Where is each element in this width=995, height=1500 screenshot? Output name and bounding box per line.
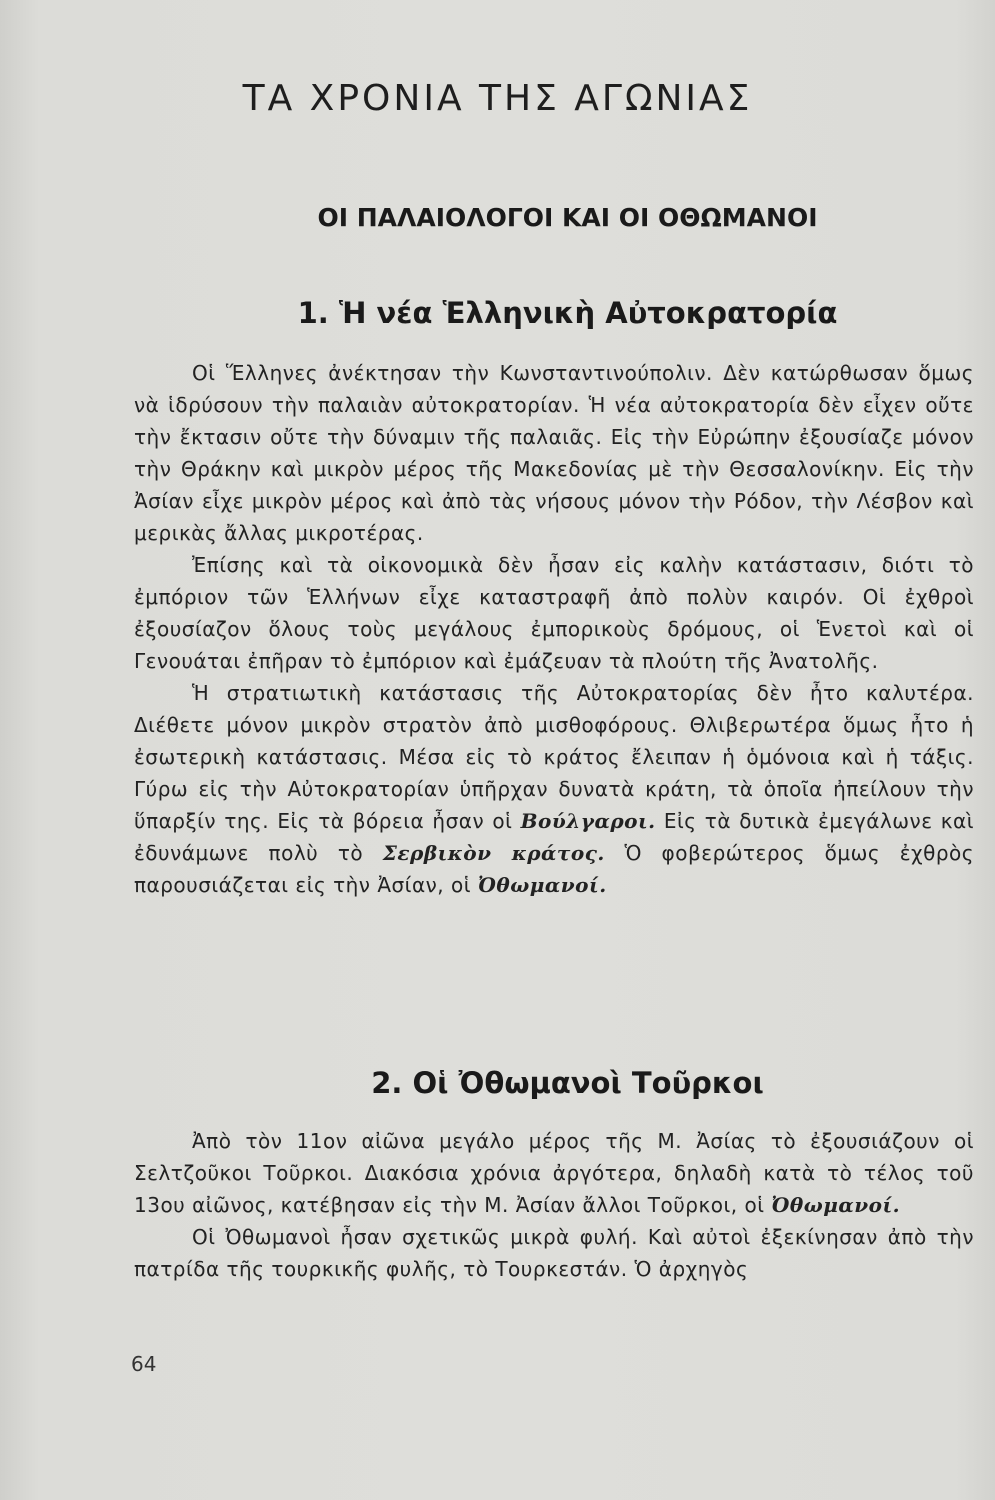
emphasized-term-serbian-state: Σερβικὸν κράτος. [382,841,605,865]
section-1-heading: 1. Ἡ νέα Ἑλληνικὴ Αὐτοκρατορία [297,296,838,330]
section-1-paragraph-2: Ἐπίσης καὶ τὰ οἰκονομικὰ δὲν ἦσαν εἰς καλὴν κατάστασιν, διότι τὸ ἐμπόριον τῶν Ἑλλήνων εἶχε καταστραφῆ ἀπὸ πολὺν καιρόν. Οἱ ἐχθροὶ ἐξουσίαζον ὅλους τοὺς μεγάλους ἐμπορικοὺς δρόμους, οἱ Ἑνετοὶ καὶ οἱ Γενουάται ἐπῆραν τὸ ἐμπόριον καὶ ἐμάζευαν τὰ πλούτη τῆς Ἀνατολῆς. [134,553,974,673]
section-2-heading: 2. Οἱ Ὀθωμανοὶ Τοῦρκοι [371,1066,764,1100]
section-2-paragraph-2: Οἱ Ὀθωμανοὶ ἦσαν σχετικῶς μικρὰ φυλή. Καὶ αὐτοὶ ἐξεκίνησαν ἀπὸ τὴν πατρίδα τῆς τουρκικῆς φυλῆς, τὸ Τουρκεστάν. Ὁ ἀρχηγὸς [134,1225,974,1281]
section-1-paragraph-3 [134,677,974,901]
section-1-body [134,357,974,901]
paragraph-text: Εἰς τὰ δυτικὰ ἐμεγάλωνε καὶ ἐδυνάμωνε πολὺ τὸ [134,809,974,865]
paragraph-text: Ἀπὸ τὸν 11ον αἰῶνα μεγάλο μέρος τῆς Μ. Ἀσίας τὸ ἐξουσιάζουν οἱ Σελτζοῦκοι Τοῦρκοι. Διακόσια χρόνια ἀργότερα, δηλαδὴ κατὰ τὸ τέλος τοῦ 13ου αἰῶνος, κατέβησαν εἰς τὴν Μ. Ἀσίαν ἄλλοι Τοῦρκοι, οἱ [134,1129,974,1217]
chapter-title: ΟΙ ΠΑΛΑΙΟΛΟΓΟΙ ΚΑΙ ΟΙ ΟΘΩΜΑΝΟΙ [317,203,818,232]
emphasized-term-bulgarians: Βούλγαροι. [520,809,656,833]
section-2-body [134,1125,974,1285]
paragraph-text: Ἡ στρατιωτικὴ κατάστασις τῆς Αὐτοκρατορίας δὲν ἦτο καλυτέρα. Διέθετε μόνον μικρὸν στρατὸν ἀπὸ μισθοφόρους. Θλιβερωτέρα ὅμως ἦτο ἡ ἐσωτερικὴ κατάστασις. Μέσα εἰς τὸ κράτος ἔλειπαν ἡ ὁμόνοια καὶ ἡ τάξις. Γύρω εἰς τὴν Αὐτοκρατορίαν ὑπῆρχαν δυνατὰ κράτη, τὰ ὁποῖα ἠπείλουν τὴν ὕπαρξίν της. Εἰς τὰ βόρεια ἦσαν οἱ [134,681,974,833]
section-2-paragraph-1 [134,1125,974,1221]
section-1-paragraph-1: Οἱ Ἕλληνες ἀνέκτησαν τὴν Κωνσταντινούπολιν. Δὲν κατώρθωσαν ὅμως νὰ ἱδρύσουν τὴν παλαιὰν αὐτοκρατορίαν. Ἡ νέα αὐτοκρατορία δὲν εἶχεν οὔτε τὴν ἔκτασιν οὔτε τὴν δύναμιν τῆς παλαιᾶς. Εἰς τὴν Εὐρώπην ἐξουσίαζε μόνον τὴν Θράκην καὶ μικρὸν μέρος τῆς Μακεδονίας μὲ τὴν Θεσσαλονίκην. Εἰς τὴν Ἀσίαν εἶχε μικρὸν μέρος καὶ ἀπὸ τὰς νήσους μόνον τὴν Ρόδον, τὴν Λέσβον καὶ μερικὰς ἄλλας μικροτέρας. [134,361,974,545]
running-title: ΤΑ ΧΡΟΝΙΑ ΤΗΣ ΑΓΩΝΙΑΣ [242,78,753,119]
paragraph-text: Ὁ φοβερώτερος ὅμως ἐχθρὸς παρουσιάζεται εἰς τὴν Ἀσίαν, οἱ [134,841,974,897]
emphasized-term-ottomans: Ὀθωμανοί. [477,873,607,897]
page-number: 64 [131,1352,157,1376]
emphasized-term-ottomans: Ὀθωμανοί. [771,1193,901,1217]
